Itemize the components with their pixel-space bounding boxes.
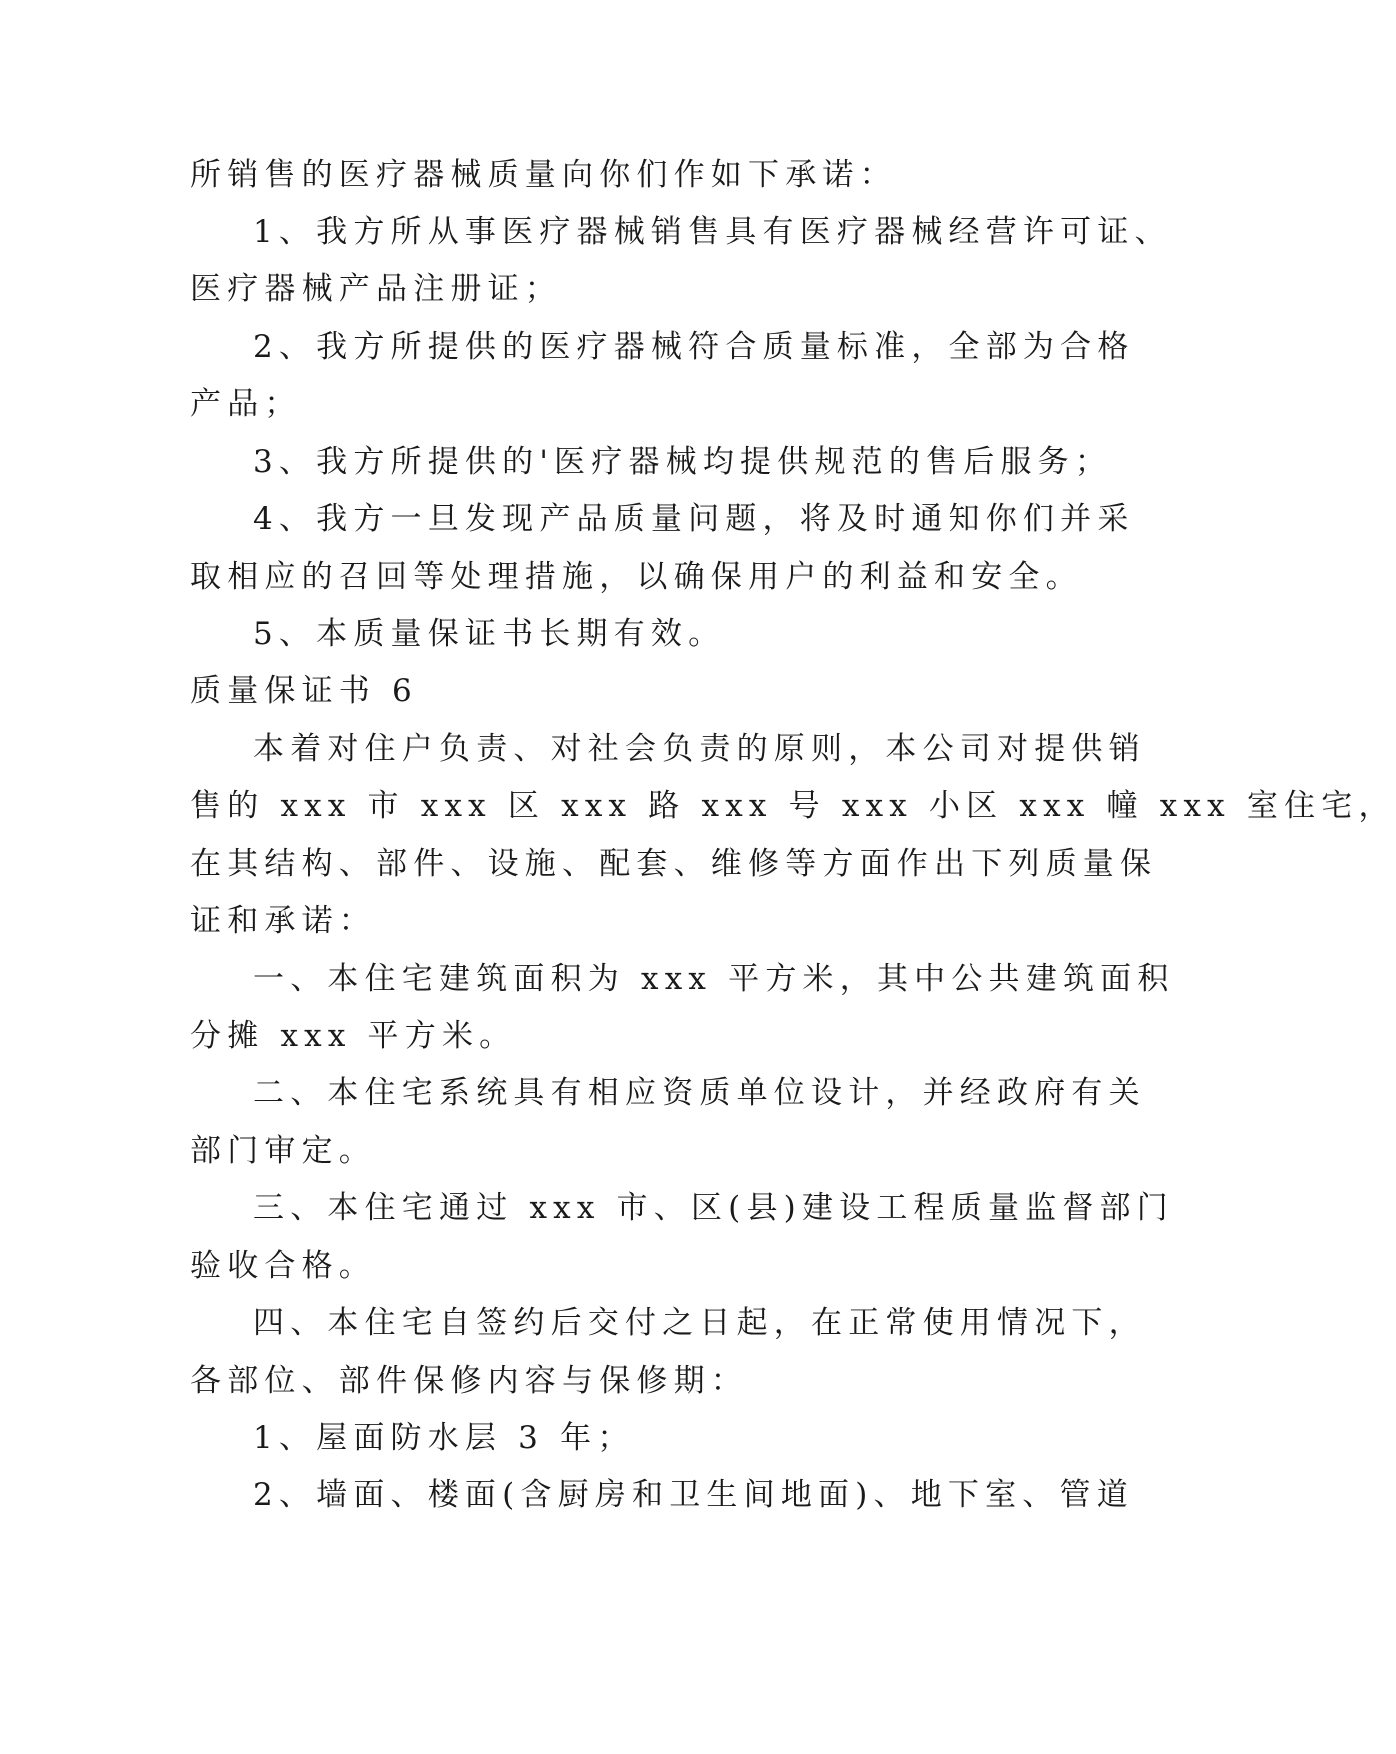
text-line-item-1-cont: 医疗器械产品注册证；	[190, 271, 562, 307]
text-line-clause-1: 一、本住宅建筑面积为 xxx 平方米，其中公共建筑面积	[253, 961, 1175, 997]
text-line-intro: 所销售的医疗器械质量向你们作如下承诺：	[190, 157, 897, 193]
text-line-item-2-cont: 产品；	[190, 386, 302, 422]
text-line-item-2: 2、我方所提供的医疗器械符合质量标准，全部为合格	[253, 329, 1135, 365]
text-line-preamble-cont-3: 证和承诺：	[190, 903, 376, 939]
text-line-warranty-2: 2、墙面、楼面(含厨房和卫生间地面)、地下室、管道	[253, 1477, 1134, 1513]
text-line-clause-1-cont: 分摊 xxx 平方米。	[190, 1018, 517, 1054]
text-line-preamble-cont-2: 在其结构、部件、设施、配套、维修等方面作出下列质量保	[190, 846, 1158, 882]
text-line-preamble: 本着对住户负责、对社会负责的原则，本公司对提供销	[253, 731, 1146, 767]
text-line-item-3: 3、我方所提供的'医疗器械均提供规范的售后服务；	[253, 444, 1113, 480]
text-line-clause-2-cont: 部门审定。	[190, 1133, 376, 1169]
text-line-item-4-cont: 取相应的召回等处理措施，以确保用户的利益和安全。	[190, 559, 1083, 595]
text-line-preamble-cont-1: 售的 xxx 市 xxx 区 xxx 路 xxx 号 xxx 小区 xxx 幢 xxx 室住宅，	[190, 788, 1396, 824]
text-line-clause-3-cont: 验收合格。	[190, 1248, 376, 1284]
section-heading: 质量保证书 6	[190, 673, 418, 709]
text-line-warranty-1: 1、屋面防水层 3 年；	[253, 1420, 635, 1456]
text-line-clause-2: 二、本住宅系统具有相应资质单位设计，并经政府有关	[253, 1075, 1146, 1111]
text-line-clause-3: 三、本住宅通过 xxx 市、区(县)建设工程质量监督部门	[253, 1190, 1174, 1226]
text-line-clause-4-cont: 各部位、部件保修内容与保修期：	[190, 1363, 748, 1399]
text-line-clause-4: 四、本住宅自签约后交付之日起，在正常使用情况下，	[253, 1305, 1146, 1341]
text-line-item-4: 4、我方一旦发现产品质量问题，将及时通知你们并采	[253, 501, 1135, 537]
text-line-item-5: 5、本质量保证书长期有效。	[253, 616, 726, 652]
text-line-item-1: 1、我方所从事医疗器械销售具有医疗器械经营许可证、	[253, 214, 1172, 250]
